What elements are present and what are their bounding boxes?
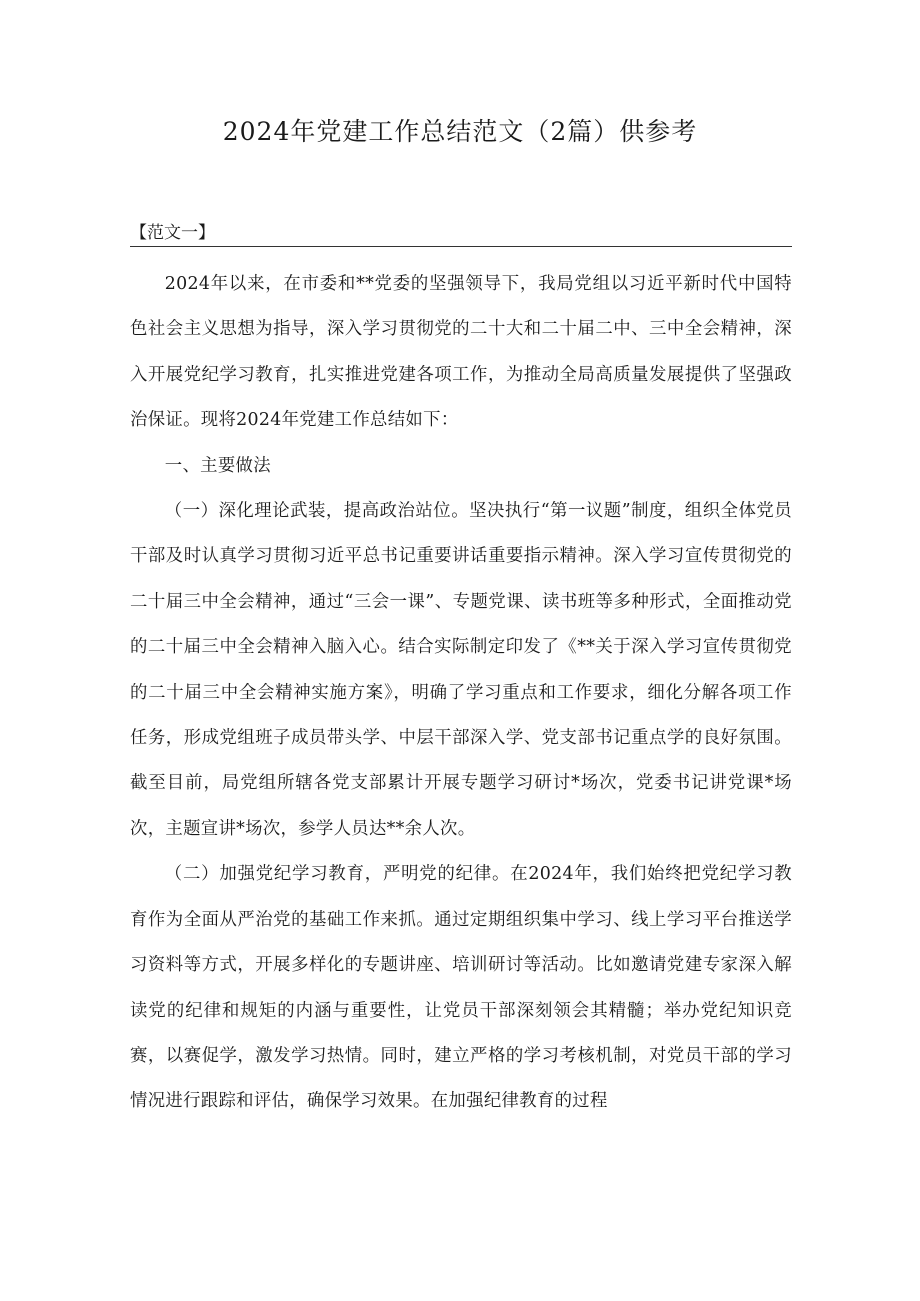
- paragraph-theory-study: （一）深化理论武装，提高政治站位。坚决执行“第一议题”制度，组织全体党员干部及时认真学习贯彻习近平总书记重要讲话重要指示精神。深入学习宣传贯彻党的二十届三中全会精神，通过“三会一课”、专题党课、读书班等多种形式，全面推动党的二十届三中全会精神入脑入心。结合实际制定印发了《**关于深入学习宣传贯彻党的二十届三中全会精神实施方案》，明确了学习重点和工作要求，细化分解各项工作任务，形成党组班子成员带头学、中层干部深入学、党支部书记重点学的良好氛围。截至目前，局党组所辖各党支部累计开展专题学习研讨*场次，党委书记讲党课*场次，主题宣讲*场次，参学人员达**余人次。: [130, 501, 792, 839]
- intro-paragraph: 2024年以来，在市委和**党委的坚强领导下，我局党组以习近平新时代中国特色社会主义思想为指导，深入学习贯彻党的二十大和二十届二中、三中全会精神，深入开展党纪学习教育，扎实推进党建各项工作，为推动全局高质量发展提供了坚强政治保证。现将2024年党建工作总结如下：: [130, 274, 792, 431]
- section-heading-main-practices: 一、主要做法: [164, 455, 271, 476]
- section-divider: [130, 246, 792, 247]
- document-title: 2024年党建工作总结范文（2篇）供参考: [222, 117, 698, 146]
- paragraph-discipline-education: （二）加强党纪学习教育，严明党的纪律。在2024年，我们始终把党纪学习教育作为全面从严治党的基础工作来抓。通过定期组织集中学习、线上学习平台推送学习资料等方式，开展多样化的专题讲座、培训研讨等活动。比如邀请党建专家深入解读党的纪律和规矩的内涵与重要性，让党员干部深刻领会其精髓；举办党纪知识竞赛，以赛促学，激发学习热情。同时，建立严格的学习考核机制，对党员干部的学习情况进行跟踪和评估，确保学习效果。在加强纪律教育的过程: [130, 864, 792, 1112]
- section-label: 【范文一】: [130, 223, 215, 243]
- document-body: [130, 262, 792, 1125]
